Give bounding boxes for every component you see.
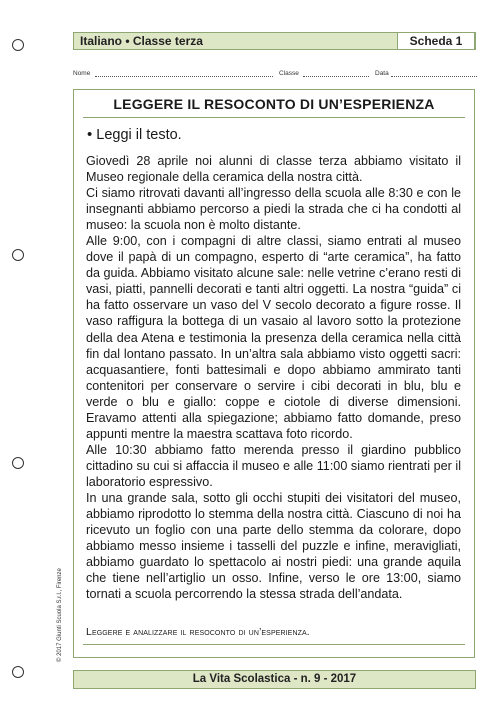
header-bar (73, 32, 476, 50)
binder-hole-2 (12, 249, 24, 261)
binder-hole-4 (12, 666, 24, 678)
instruction (87, 126, 182, 143)
date-label: Data (375, 70, 389, 77)
learning-objective: Leggere e analizzare il resoconto di un’esperienza. (86, 626, 310, 638)
title-divider (83, 117, 465, 118)
worksheet-box (73, 89, 475, 658)
objective-divider (83, 644, 465, 645)
paragraph: Ci siamo ritrovati davanti all’ingresso della scuola alle 8:30 e con le insegnanti abbiamo percorso a piedi la strada che ci ha condotti al museo: la scuola non è molto distante. (86, 186, 461, 233)
paragraph: Giovedì 28 aprile noi alunni di classe terza abbiamo visitato il Museo regionale della ceramica della nostra città. (86, 154, 461, 185)
date-field[interactable] (391, 76, 477, 77)
copyright-notice: © 2017 Giunti Scuola S.r.l., Firenze (57, 568, 63, 662)
name-field[interactable] (95, 76, 273, 77)
reading-text (86, 153, 461, 602)
student-info-row (73, 69, 477, 79)
sheet-number: Scheda 1 (397, 32, 475, 50)
paragraph: In una grande sala, sotto gli occhi stupiti dei visitatori del museo, abbiamo riprodotto lo stemma della nostra città. Ciascuno di noi ha ricevuto un foglio con una parte dello stemma da colorare, dopo abbiamo messo insieme i tasselli del puzzle e infine, meravigliati, abbiamo guardato lo spettacolo ai nostri piedi: una grande aquila che tiene nell’artiglio un osso. Infine, verso le ore 13:00, siamo tornati a scuola percorrendo la stessa strada dell’andata. (86, 490, 461, 602)
paragraph: Alle 10:30 abbiamo fatto merenda presso il giardino pubblico cittadino su cui si affaccia il museo e alle 11:00 siamo rientrati per il laboratorio espressivo. (86, 442, 461, 489)
bullet-icon: • (87, 126, 93, 143)
paragraph: Alle 9:00, con i compagni di altre classi, siamo entrati al museo dove il papà di un compagno, esperto di “arte ceramica”, ha fatto da guida. Abbiamo visitato alcune sale: nelle vetrine c’erano resti di vasi, piatti, pannelli decorati e tanti altri oggetti. La nostra “guida” ci ha fatto osservare un vaso del V secolo decorato a figure rosse. Il vaso raffigura la bottega di un vasaio al lavoro sotto la protezione della dea Atena e testimonia la presenza della ceramica nella città fin dal lontano passato. In un’altra sala abbiamo visto oggetti sacri: acquasantiere, fonti battesimali e dopo abbiamo ammirato tanti contenitori per conservare o servire i cibi decorati in blu, blu e verde o blu e giallo: coppe e ciotole di diverse dimensioni. Eravamo attenti alla spiegazione; abbiamo fatto domande, preso appunti mentre la maestra scattava foto ricordo. (86, 234, 461, 441)
name-label: Nome (73, 70, 91, 77)
instruction-text: Leggi il testo. (96, 127, 182, 143)
class-label: Classe (279, 70, 299, 77)
subject-label: Italiano • Classe terza (80, 34, 203, 48)
magazine-footer: La Vita Scolastica - n. 9 - 2017 (73, 670, 476, 689)
class-field[interactable] (303, 76, 369, 77)
worksheet-title: LEGGERE IL RESOCONTO DI UN’ESPERIENZA (113, 96, 435, 112)
binder-hole-3 (12, 457, 24, 469)
binder-hole-1 (12, 39, 24, 51)
